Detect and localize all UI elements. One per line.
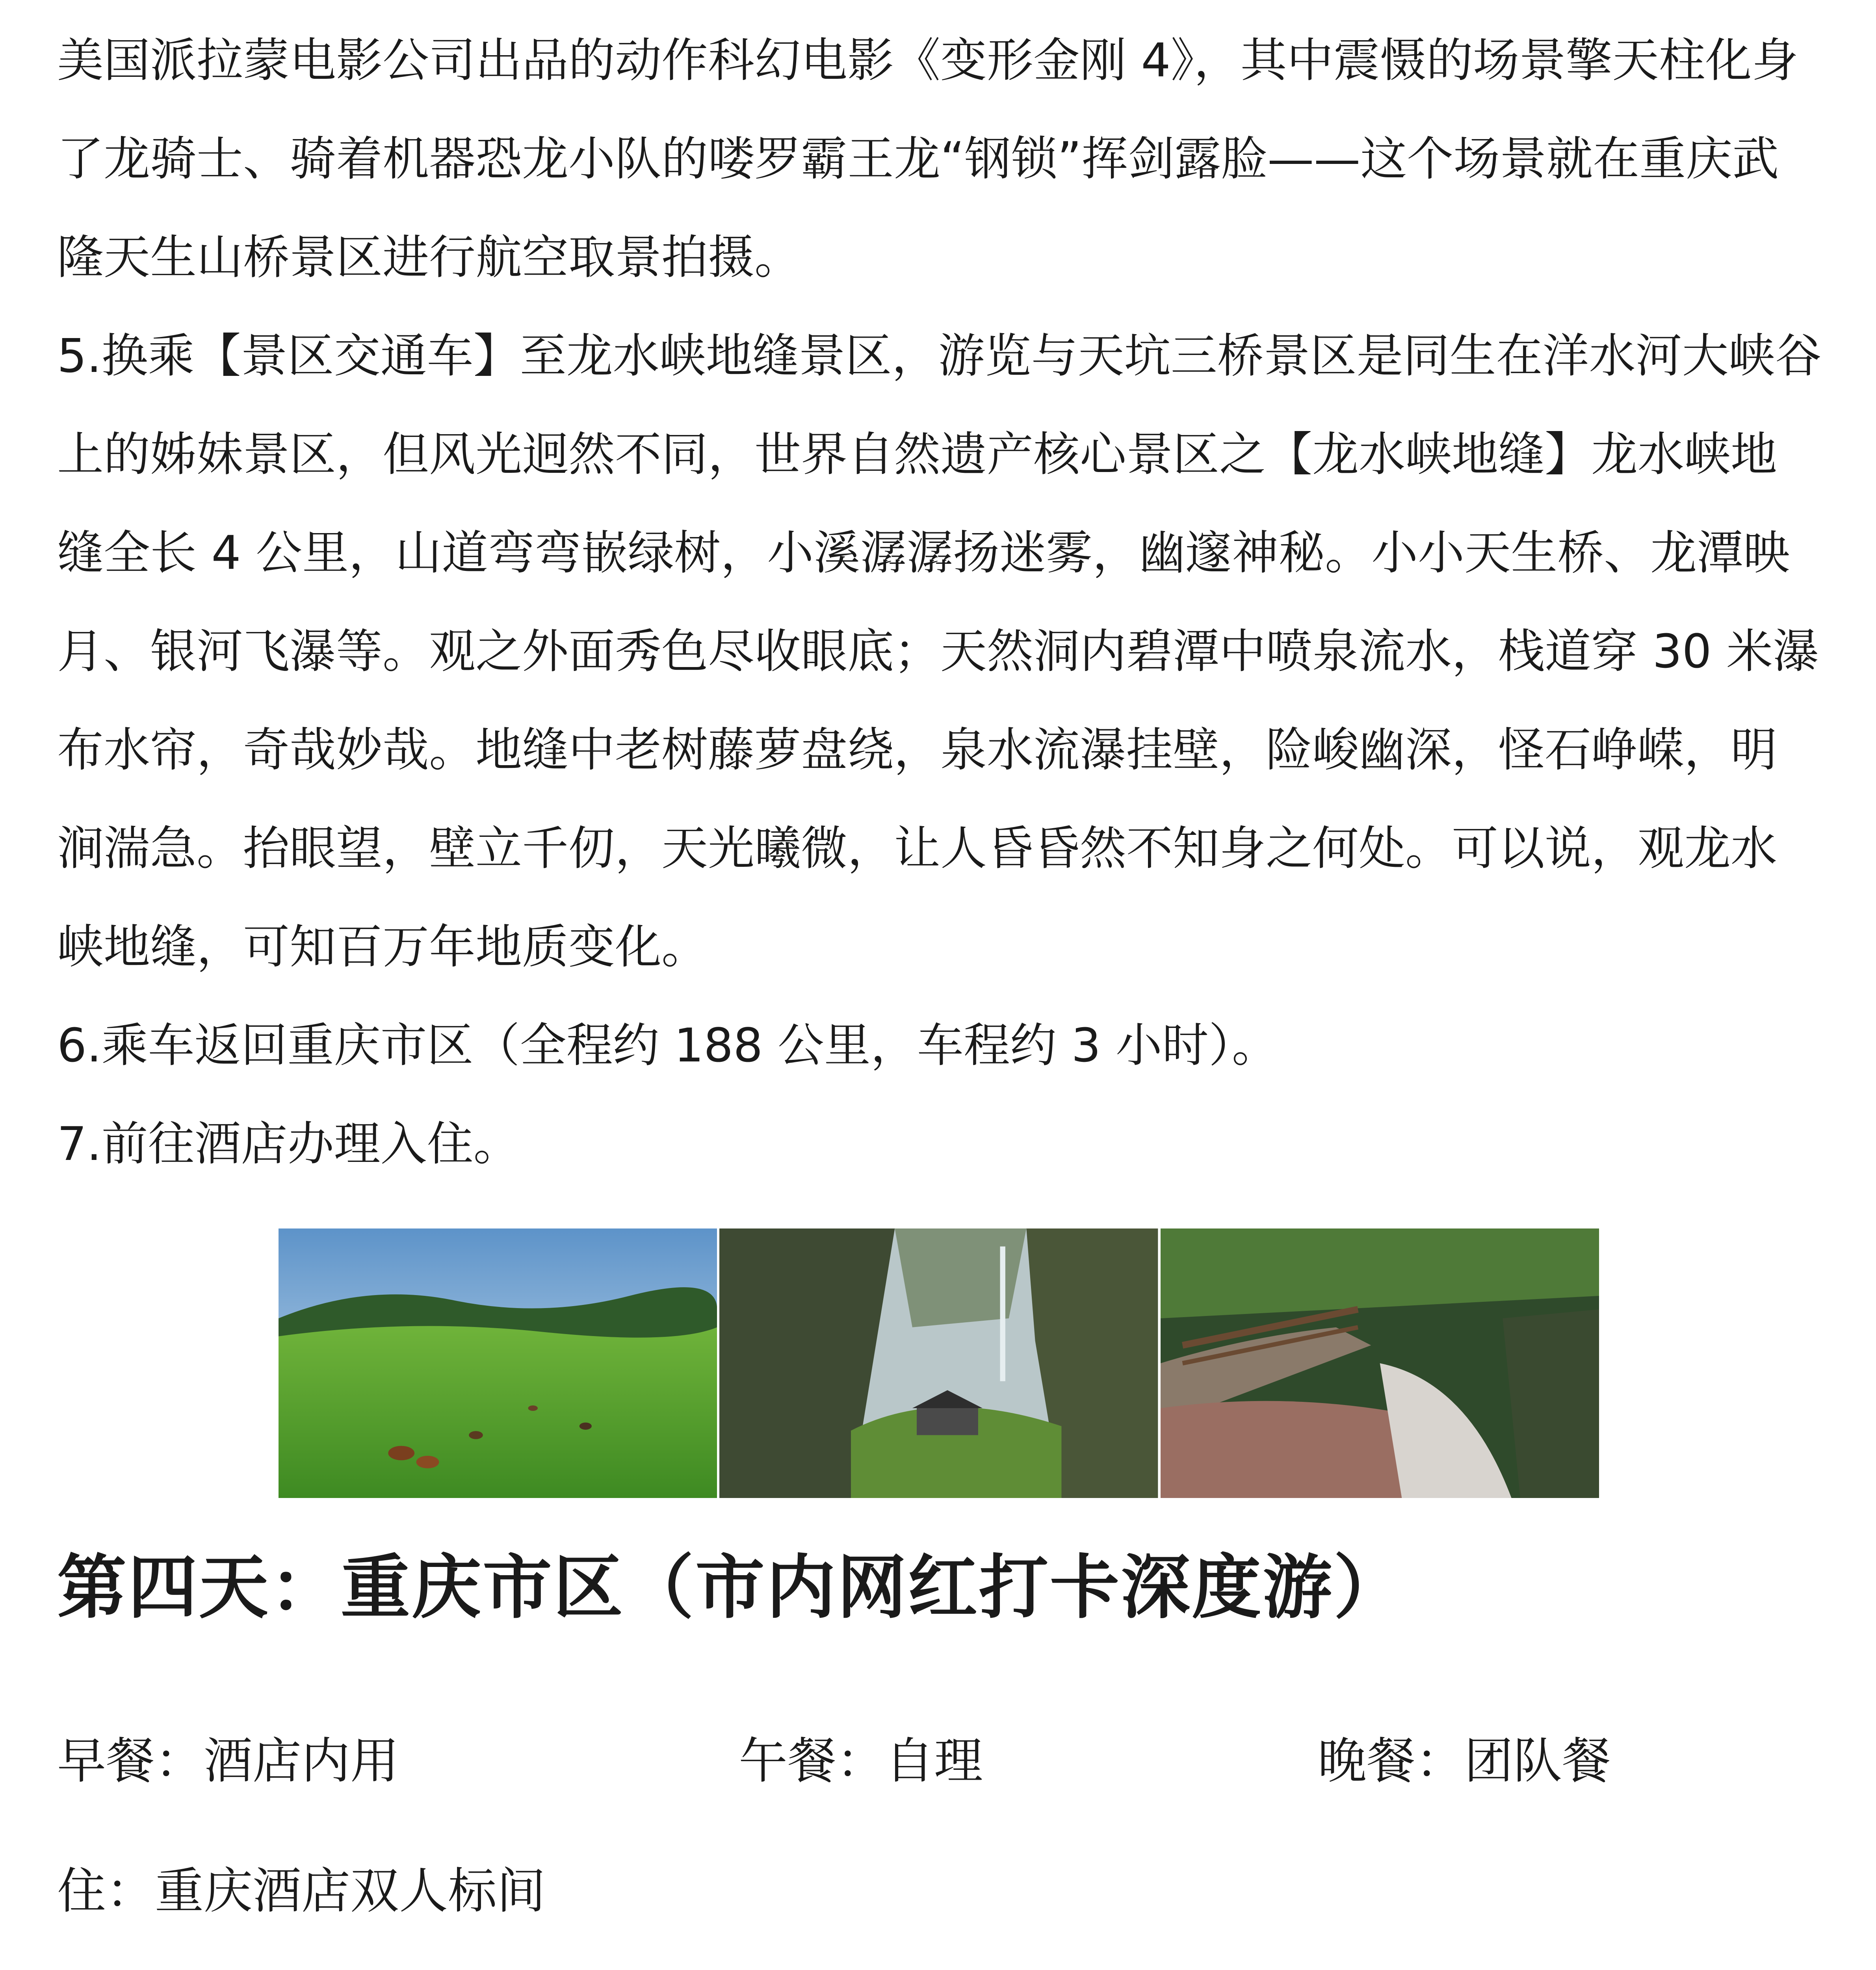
itinerary-item-6: 6.乘车返回重庆市区（全程约 188 公里，车程约 3 小时）。 [57,1018,1278,1072]
dinner-label: 晚餐：团队餐 [1318,1733,1611,1790]
itinerary-item-7: 7.前往酒店办理入住。 [57,1117,520,1171]
intro-paragraph: 美国派拉蒙电影公司出品的动作科幻电影《变形金刚 4》，其中震慑的场景擎天柱化身了龙骑士、骑着机器恐龙小队的喽罗霸王龙“钢锁”挥剑露脸——这个场景就在重庆武隆天生山桥景区进行航空取景拍摄。 [57,33,1798,284]
breakfast-label: 早餐：酒店内用 [57,1733,399,1790]
grassland-cattle-photo [279,1228,717,1498]
gorge-walkway-photo [1161,1228,1599,1498]
accommodation-label: 住：重庆酒店双人标间 [57,1863,546,1920]
day4-heading: 第四天：重庆市区（市内网红打卡深度游） [57,1547,1405,1628]
lunch-label: 午餐：自理 [739,1733,983,1790]
photo-strip [279,1228,1599,1498]
itinerary-item-5: 5.换乘【景区交通车】至龙水峡地缝景区，游览与天坑三桥景区是同生在洋水河大峡谷上的姊妹景区，但风光迥然不同，世界自然遗产核心景区之【龙水峡地缝】龙水峡地缝全长 4 公里，山道弯弯嵌绿树，小溪潺潺扬迷雾，幽邃神秘。小小天生桥、龙潭映月、银河飞瀑等。观之外面秀色尽收眼底；天然洞内碧潭中喷泉流水，栈道穿 30 米瀑布水帘，奇哉妙哉。地缝中老树藤萝盘绕，泉水流瀑挂壁，险峻幽深，怪石峥嵘，明涧湍急。抬眼望，壁立千仞，天光曦微，让人昏昏然不知身之何处。可以说，观龙水峡地缝，可知百万年地质变化。 [57,329,1822,974]
tiankeng-valley-photo [719,1228,1158,1498]
